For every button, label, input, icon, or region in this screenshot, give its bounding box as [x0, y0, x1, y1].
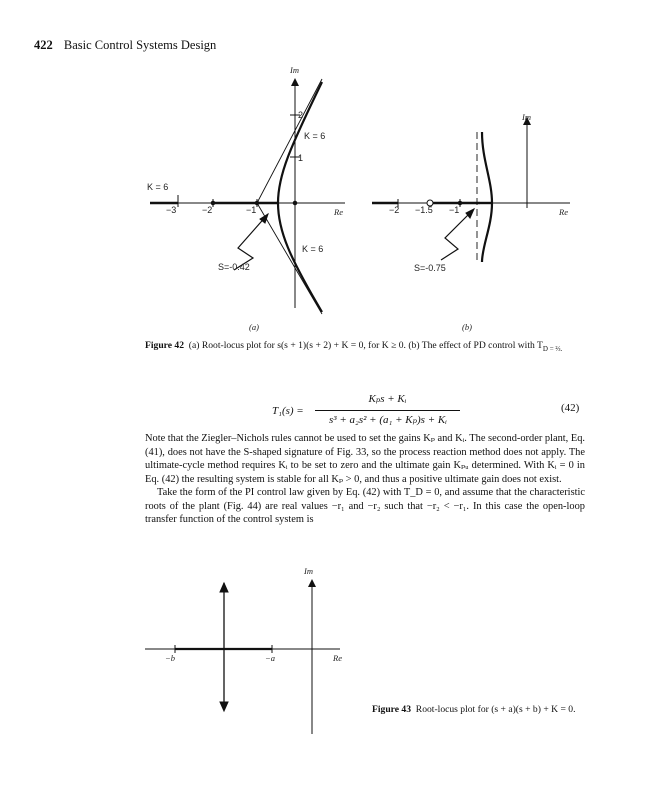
figure43-caption-text: Root-locus plot for (s + a)(s + b) + K = 0.	[415, 704, 576, 715]
s-label-a: S=-0.42	[218, 262, 250, 272]
figure42-panel-a	[150, 79, 345, 314]
figure42-caption-text: (a) Root-locus plot for s(s + 1)(s + 2) + K = 0, for K ≥ 0. (b) The effect of PD control with T	[188, 340, 543, 351]
tick-b-neg2: −2	[389, 205, 400, 215]
equation-numerator: Kₚs + Kᵢ	[368, 393, 407, 405]
figure42-caption-label: Figure 42	[145, 340, 184, 351]
tick-neg3: −3	[166, 205, 177, 215]
equation-denominator: s³ + a₂s² + (a₁ + Kₚ)s + Kᵢ	[329, 414, 447, 426]
tick-b-neg15: −1.5	[415, 205, 433, 215]
figure42-caption-tail: D = ⅔.	[542, 344, 563, 353]
figure43-caption-label: Figure 43	[372, 704, 411, 715]
body-text	[145, 432, 585, 527]
fig43-im-label: Im	[304, 566, 313, 576]
fig43-tick-b: −b	[165, 653, 175, 663]
tick-neg2: −2	[202, 205, 213, 215]
locus-upper-branch	[278, 82, 322, 203]
panel-a-re-label: Re	[334, 207, 343, 217]
tick-1: 1	[298, 153, 304, 163]
figure43-caption	[372, 704, 587, 716]
page-number: 422	[34, 38, 53, 52]
tick-b-neg1: −1	[449, 205, 460, 215]
panel-b-im-label: Im	[522, 112, 531, 122]
asymptote-upper	[257, 79, 322, 203]
figure42-caption	[145, 340, 585, 355]
running-title: Basic Control Systems Design	[63, 38, 217, 52]
tick-2: 2	[298, 110, 304, 120]
equation-fraction-bar	[315, 410, 460, 411]
paragraph-1: Note that the Ziegler–Nichols rules cannot be used to set the gains Kₚ and Kᵢ. The second-order plant, Eq. (41), does not have the S-shaped signature of Fig. 33, so the process reaction method does not apply. The ultimate-cycle method requires Kᵢ to be set to zero and the ultimate gain Kₚᵤ determined. With Kᵢ = 0 in Eq. (42) the resulting system is stable for all Kₚ > 0, and thus a positive ultimate gain does not exist.	[145, 433, 585, 485]
panel-a-label: (a)	[249, 322, 259, 332]
panel-b-re-label: Re	[559, 207, 568, 217]
k-upper-label: K = 6	[304, 131, 326, 141]
k-left-label: K = 6	[147, 182, 169, 192]
locus-lower-branch	[278, 203, 322, 312]
s-label-b: S=-0.75	[414, 263, 446, 273]
panel-b-label: (b)	[462, 322, 472, 332]
panel-a-im-label: Im	[290, 65, 299, 75]
paragraph-2: Take the form of the PI control law given by Eq. (42) with T_D = 0, and assume that the characteristic roots of the plant (Fig. 44) are real values −r₁ and −r₂ such that −r₂ < −r₁. In this case the open-loop transfer function of the control system is	[145, 487, 585, 525]
fig43-tick-a: −a	[265, 653, 275, 663]
equation-number: (42)	[561, 402, 580, 414]
k-lower-label: K = 6	[302, 244, 324, 254]
figure42-panel-b	[372, 121, 570, 262]
panel-b-locus-curve	[482, 132, 492, 262]
equation-lhs: T₁(s) =	[272, 405, 304, 417]
tick-neg1: −1	[246, 205, 257, 215]
fig43-re-label: Re	[333, 653, 342, 663]
